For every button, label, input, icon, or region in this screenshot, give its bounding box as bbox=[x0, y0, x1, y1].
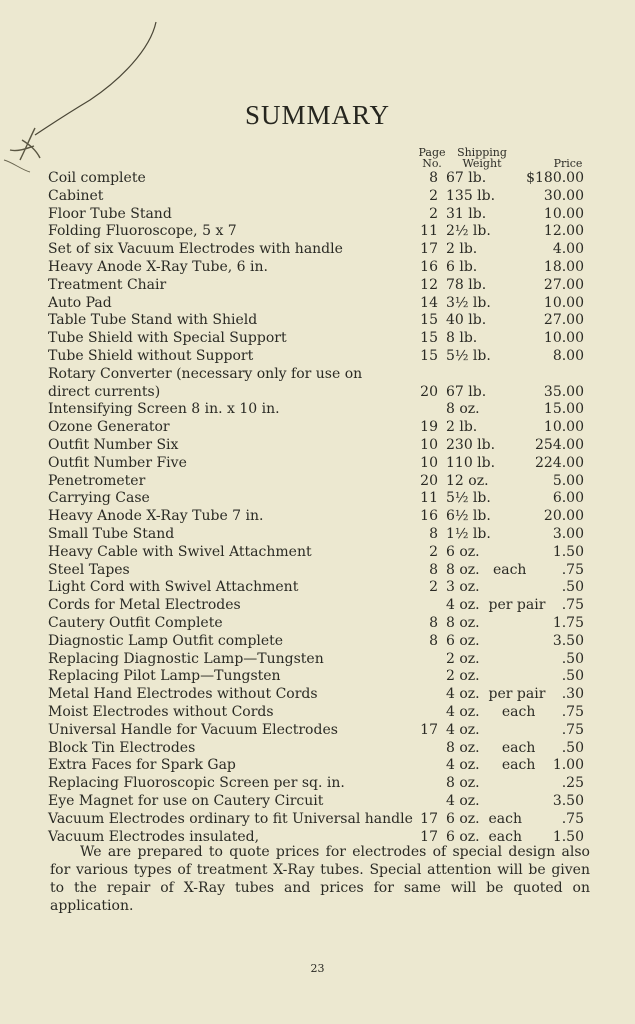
table-row bbox=[48, 686, 588, 703]
item-name: Outfit Number Five bbox=[48, 454, 187, 471]
table-row bbox=[48, 312, 588, 329]
item-price: 8.00 bbox=[552, 348, 584, 364]
item-name: Replacing Fluoroscopic Screen per sq. in. bbox=[48, 775, 345, 792]
item-name: Tube Shield with Special Support bbox=[48, 330, 287, 347]
item-weight: 4 oz. bbox=[446, 793, 480, 809]
table-row bbox=[48, 562, 588, 579]
item-price: 27.00 bbox=[543, 312, 584, 329]
item-page: 15 bbox=[420, 348, 438, 364]
item-weight: 31 lb. bbox=[446, 205, 487, 222]
item-page: 19 bbox=[420, 419, 438, 436]
table-row bbox=[48, 455, 588, 472]
table-row bbox=[48, 437, 588, 454]
item-price: 20.00 bbox=[543, 508, 584, 525]
table-row bbox=[48, 295, 588, 312]
item-price: .30 bbox=[561, 686, 584, 703]
item-price: 3.50 bbox=[552, 793, 584, 809]
item-price: .50 bbox=[561, 739, 584, 756]
table-row bbox=[48, 579, 588, 596]
table-row bbox=[48, 668, 588, 685]
item-weight: 8 oz. bbox=[446, 775, 480, 792]
item-page: 10 bbox=[420, 437, 438, 453]
item-name: Steel Tapes bbox=[48, 561, 130, 578]
item-name: Heavy Cable with Swivel Attachment bbox=[48, 543, 312, 560]
item-weight: 110 lb. bbox=[446, 454, 496, 471]
table-row bbox=[48, 473, 588, 490]
table-row bbox=[48, 330, 588, 347]
item-name: Light Cord with Swivel Attachment bbox=[48, 579, 299, 596]
item-page: 11 bbox=[420, 223, 438, 240]
item-name: Cords for Metal Electrodes bbox=[48, 597, 241, 614]
table-row bbox=[48, 704, 588, 721]
closing-note: We are prepared to quote prices for electrodes of special design also for various types of treatment X-Ray tubes. Special attention will be given to the repair of X-Ray tubes and prices for same will be quoted on application. bbox=[50, 844, 590, 914]
item-price: 224.00 bbox=[535, 454, 584, 471]
item-weight: 5½ lb. bbox=[446, 348, 491, 364]
item-weight: 135 lb. bbox=[446, 187, 496, 204]
item-page: 14 bbox=[420, 294, 438, 311]
item-page: 17 bbox=[420, 241, 438, 258]
item-weight: 2 oz. bbox=[446, 650, 480, 667]
item-price: 10.00 bbox=[543, 419, 584, 436]
table-row bbox=[48, 241, 588, 258]
table-row bbox=[48, 811, 588, 828]
item-price: 18.00 bbox=[543, 259, 584, 275]
item-price: 15.00 bbox=[543, 401, 584, 418]
item-page: 16 bbox=[420, 508, 438, 525]
item-weight: 2 lb. bbox=[446, 241, 478, 258]
table-row bbox=[48, 615, 588, 632]
item-name: Rotary Converter (necessary only for use on bbox=[48, 365, 363, 382]
item-page: 2 bbox=[429, 187, 438, 204]
item-price: 1.50 bbox=[552, 543, 584, 560]
item-page: 15 bbox=[420, 312, 438, 329]
item-page: 17 bbox=[420, 721, 438, 738]
table-row bbox=[48, 419, 588, 436]
item-name: Coil complete bbox=[48, 170, 146, 186]
item-name: Diagnostic Lamp Outfit complete bbox=[48, 632, 284, 649]
item-price: 1.50 bbox=[552, 828, 584, 845]
item-name: Metal Hand Electrodes without Cords bbox=[48, 686, 318, 703]
item-name: Extra Faces for Spark Gap bbox=[48, 757, 236, 774]
item-page: 12 bbox=[420, 276, 438, 293]
item-name: Ozone Generator bbox=[48, 419, 170, 436]
item-price: .75 bbox=[561, 721, 584, 738]
item-name: Floor Tube Stand bbox=[48, 205, 172, 222]
item-price: .50 bbox=[561, 579, 584, 596]
item-name-continued: direct currents) bbox=[48, 383, 161, 400]
item-price: 10.00 bbox=[543, 294, 584, 311]
item-price: 4.00 bbox=[552, 241, 584, 258]
item-name: Cabinet bbox=[48, 187, 104, 204]
item-weight: 8 oz. each bbox=[446, 561, 527, 578]
item-price: 30.00 bbox=[543, 187, 584, 204]
item-weight: 67 lb. bbox=[446, 383, 487, 400]
page-title: SUMMARY bbox=[244, 100, 391, 130]
item-price: $180.00 bbox=[526, 170, 584, 186]
item-price: .50 bbox=[561, 650, 584, 667]
item-price: 35.00 bbox=[543, 383, 584, 400]
item-weight: 78 lb. bbox=[446, 276, 487, 293]
item-page: 2 bbox=[429, 543, 438, 560]
item-name: Small Tube Stand bbox=[48, 526, 175, 542]
item-weight: 8 oz. each bbox=[446, 739, 536, 756]
item-name: Folding Fluoroscope, 5 x 7 bbox=[48, 223, 237, 240]
item-page: 17 bbox=[420, 810, 438, 827]
item-weight: 4 oz. each bbox=[446, 757, 536, 774]
table-row bbox=[48, 793, 588, 810]
column-header-price: Price bbox=[553, 157, 583, 170]
table-row bbox=[48, 526, 588, 543]
item-weight: 6 lb. bbox=[446, 259, 478, 275]
item-name: Replacing Diagnostic Lamp—Tungsten bbox=[48, 650, 324, 667]
table-row bbox=[48, 740, 588, 757]
item-page: 20 bbox=[420, 472, 438, 489]
table-row bbox=[48, 633, 588, 650]
item-weight: 4 oz. per pair bbox=[446, 686, 546, 703]
item-name: Eye Magnet for use on Cautery Circuit bbox=[48, 793, 324, 809]
item-weight: 8 lb. bbox=[446, 330, 478, 347]
item-weight: 2 lb. bbox=[446, 419, 478, 436]
table-row bbox=[48, 490, 588, 507]
item-name: Vacuum Electrodes insulated, bbox=[48, 828, 260, 845]
item-name: Tube Shield without Support bbox=[48, 348, 254, 364]
item-weight: 6 oz. bbox=[446, 632, 480, 649]
item-weight: 40 lb. bbox=[446, 312, 487, 329]
item-page: 2 bbox=[429, 579, 438, 596]
item-weight: 6 oz. each bbox=[446, 828, 523, 845]
table-row bbox=[48, 544, 588, 561]
table-row bbox=[48, 401, 588, 418]
item-weight: 3½ lb. bbox=[446, 294, 491, 311]
item-price: .75 bbox=[561, 704, 584, 720]
item-name: Treatment Chair bbox=[48, 276, 167, 293]
table-row bbox=[48, 365, 588, 400]
item-weight: 3 oz. bbox=[446, 579, 480, 596]
item-page: 8 bbox=[429, 615, 438, 631]
item-name: Block Tin Electrodes bbox=[48, 739, 196, 756]
item-weight: 1½ lb. bbox=[446, 526, 491, 542]
item-price: 5.00 bbox=[552, 472, 584, 489]
table-row bbox=[48, 722, 588, 739]
item-weight: 6 oz. bbox=[446, 543, 480, 560]
item-page: 11 bbox=[420, 490, 438, 507]
item-price: 10.00 bbox=[543, 330, 584, 347]
item-weight: 12 oz. bbox=[446, 472, 489, 489]
item-name: Moist Electrodes without Cords bbox=[48, 704, 274, 720]
table-row bbox=[48, 170, 588, 187]
item-name: Vacuum Electrodes ordinary to fit Universal handle bbox=[48, 810, 413, 827]
item-price: 1.75 bbox=[552, 615, 584, 631]
item-page: 8 bbox=[429, 632, 438, 649]
item-name: Table Tube Stand with Shield bbox=[48, 312, 258, 329]
item-page: 17 bbox=[420, 828, 438, 845]
item-price: .75 bbox=[561, 561, 584, 578]
table-row bbox=[48, 259, 588, 276]
table-row bbox=[48, 508, 588, 525]
table-row bbox=[48, 188, 588, 205]
item-weight: 4 oz. bbox=[446, 721, 480, 738]
table-row bbox=[48, 206, 588, 223]
item-page: 15 bbox=[420, 330, 438, 347]
item-name: Auto Pad bbox=[48, 294, 112, 311]
item-price: .50 bbox=[561, 668, 584, 685]
item-page: 10 bbox=[420, 454, 438, 471]
column-header-page: Page No. bbox=[418, 146, 446, 170]
item-weight: 6 oz. each bbox=[446, 810, 523, 827]
page-number: 23 bbox=[310, 962, 325, 975]
item-weight: 230 lb. bbox=[446, 437, 496, 453]
item-page: 16 bbox=[420, 259, 438, 275]
item-price: 12.00 bbox=[543, 223, 584, 240]
item-weight: 6½ lb. bbox=[446, 508, 491, 525]
item-price: 3.00 bbox=[552, 526, 584, 542]
item-page: 2 bbox=[429, 205, 438, 222]
item-page: 8 bbox=[429, 526, 438, 542]
item-price: 3.50 bbox=[552, 632, 584, 649]
column-header-weight: Shipping Weight bbox=[457, 146, 507, 170]
item-name: Universal Handle for Vacuum Electrodes bbox=[48, 721, 338, 738]
item-name: Replacing Pilot Lamp—Tungsten bbox=[48, 668, 281, 685]
item-weight: 67 lb. bbox=[446, 170, 487, 186]
item-name: Heavy Anode X-Ray Tube 7 in. bbox=[48, 508, 264, 525]
table-row bbox=[48, 597, 588, 614]
item-name: Heavy Anode X-Ray Tube, 6 in. bbox=[48, 259, 268, 275]
item-page: 20 bbox=[420, 383, 438, 400]
item-weight: 8 oz. bbox=[446, 615, 480, 631]
table-row bbox=[48, 348, 588, 365]
item-page: 8 bbox=[429, 561, 438, 578]
item-weight: 4 oz. each bbox=[446, 704, 536, 720]
item-price: 10.00 bbox=[543, 205, 584, 222]
item-name: Set of six Vacuum Electrodes with handle bbox=[48, 241, 343, 258]
table-row bbox=[48, 651, 588, 668]
item-name: Penetrometer bbox=[48, 472, 146, 489]
item-weight: 8 oz. bbox=[446, 401, 480, 418]
item-weight: 2 oz. bbox=[446, 668, 480, 685]
item-price: 1.00 bbox=[552, 757, 584, 774]
item-page: 8 bbox=[429, 170, 438, 186]
item-weight: 5½ lb. bbox=[446, 490, 491, 507]
table-row bbox=[48, 277, 588, 294]
item-price: 27.00 bbox=[543, 276, 584, 293]
table-row bbox=[48, 223, 588, 240]
item-weight: 4 oz. per pair bbox=[446, 597, 546, 614]
item-name: Intensifying Screen 8 in. x 10 in. bbox=[48, 401, 280, 418]
table-row bbox=[48, 775, 588, 792]
item-weight: 2½ lb. bbox=[446, 223, 491, 240]
item-price: .75 bbox=[561, 597, 584, 614]
item-price: .75 bbox=[561, 810, 584, 827]
item-name: Carrying Case bbox=[48, 490, 150, 507]
table-row bbox=[48, 757, 588, 774]
item-price: 254.00 bbox=[535, 437, 584, 453]
item-price: 6.00 bbox=[552, 490, 584, 507]
item-price: .25 bbox=[561, 775, 584, 792]
item-name: Outfit Number Six bbox=[48, 437, 179, 453]
item-name: Cautery Outfit Complete bbox=[48, 615, 223, 631]
